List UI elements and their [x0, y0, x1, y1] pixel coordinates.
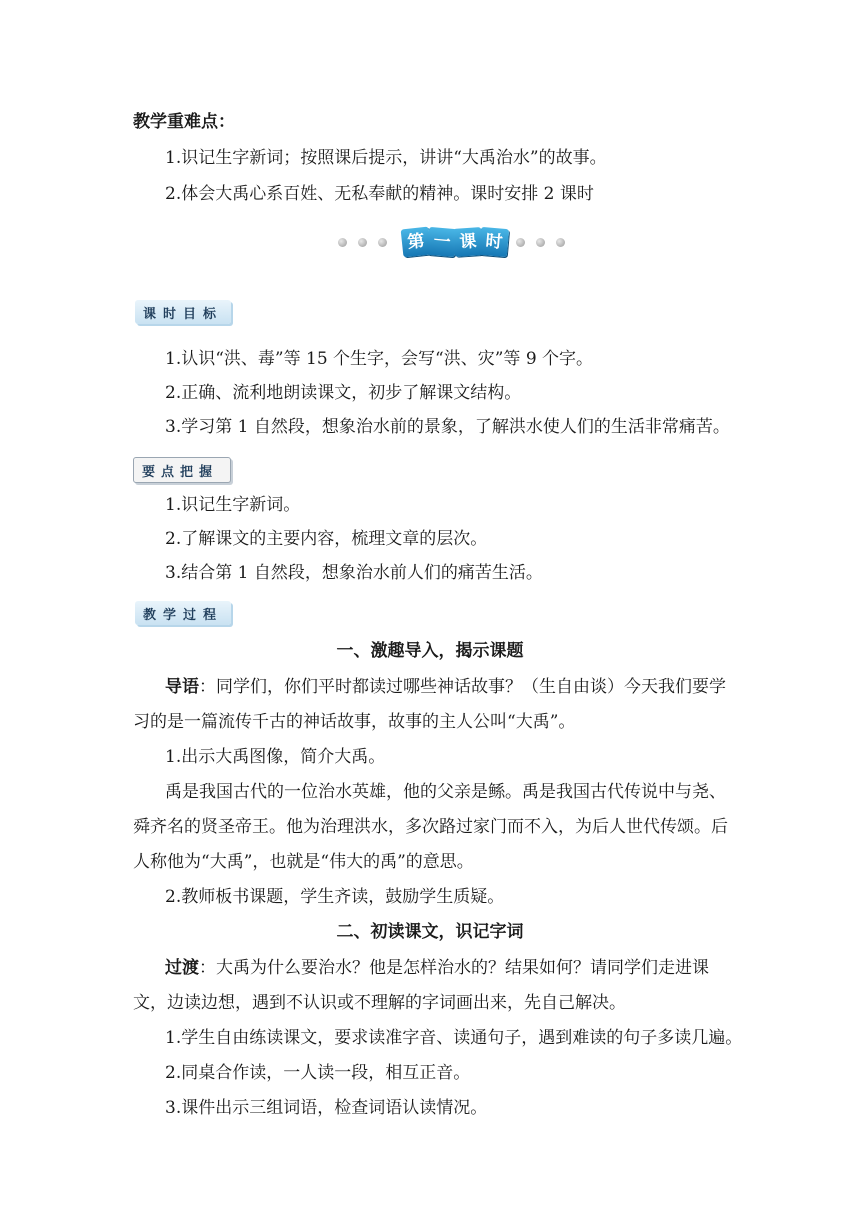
- dot-icon: [516, 238, 525, 247]
- banner-char: 一: [427, 227, 457, 257]
- dot-icon: [556, 238, 565, 247]
- key-point-1: 1.识记生字新词；按照课后提示，讲讲“大禹治水”的故事。: [165, 148, 607, 168]
- essential-item: 2.了解课文的主要内容，梳理文章的层次。: [165, 529, 488, 549]
- lesson-banner: [336, 226, 576, 260]
- essentials-tag: 要点把握: [133, 457, 231, 483]
- banner-char: 时: [479, 227, 509, 257]
- banner-char: 课: [453, 227, 483, 257]
- yu-paragraph: 禹是我国古代的一位治水英雄，他的父亲是鲧。禹是我国古代传说中与尧、: [165, 782, 726, 802]
- step-item: 1.学生自由练读课文，要求读准字音、读通句子，遇到难读的句子多读几遍。: [165, 1028, 743, 1048]
- key-point-2: 2.体会大禹心系百姓、无私奉献的精神。课时安排 2 课时: [165, 184, 594, 204]
- intro-label: 导语: [165, 677, 199, 697]
- dot-icon: [536, 238, 545, 247]
- step-item: 2.教师板书课题，学生齐读，鼓励学生质疑。: [165, 887, 505, 907]
- transition-label: 过渡: [165, 958, 199, 978]
- yu-paragraph: 人称他为“大禹”，也就是“伟大的禹”的意思。: [133, 852, 474, 872]
- goal-item: 1.认识“洪、毒”等 15 个生字，会写“洪、灾”等 9 个字。: [165, 349, 594, 369]
- transition-paragraph: 过渡：大禹为什么要治水？他是怎样治水的？结果如何？请同学们走进课: [165, 958, 709, 978]
- section-heading: 二、初读课文，识记字词: [336, 922, 524, 942]
- process-tag: 教学过程: [135, 601, 231, 625]
- intro-paragraph-cont: 习的是一篇流传千古的神话故事，故事的主人公叫“大禹”。: [133, 712, 576, 732]
- intro-paragraph: 导语：同学们，你们平时都读过哪些神话故事？（生自由谈）今天我们要学: [165, 677, 726, 697]
- yu-paragraph: 舜齐名的贤圣帝王。他为治理洪水，多次路过家门而不入，为后人世代传颂。后: [133, 817, 728, 837]
- goals-tag: 课时目标: [135, 300, 231, 324]
- goal-item: 3.学习第 1 自然段，想象治水前的景象，了解洪水使人们的生活非常痛苦。: [165, 417, 730, 437]
- step-item: 1.出示大禹图像，简介大禹。: [165, 747, 386, 767]
- dot-icon: [378, 238, 387, 247]
- goal-item: 2.正确、流利地朗读课文，初步了解课文结构。: [165, 383, 522, 403]
- step-item: 2.同桌合作读，一人读一段，相互正音。: [165, 1063, 471, 1083]
- step-item: 3.课件出示三组词语，检查词语认读情况。: [165, 1098, 488, 1118]
- essential-item: 1.识记生字新词。: [165, 495, 301, 515]
- section-heading: 一、激趣导入，揭示课题: [336, 641, 524, 661]
- essential-item: 3.结合第 1 自然段，想象治水前人们的痛苦生活。: [165, 563, 543, 583]
- banner-char: 第: [401, 227, 432, 258]
- dot-icon: [358, 238, 367, 247]
- transition-paragraph-cont: 文，边读边想，遇到不认识或不理解的字词画出来，先自己解决。: [133, 993, 626, 1013]
- dot-icon: [338, 238, 347, 247]
- key-points-title: 教学重难点：: [133, 112, 235, 132]
